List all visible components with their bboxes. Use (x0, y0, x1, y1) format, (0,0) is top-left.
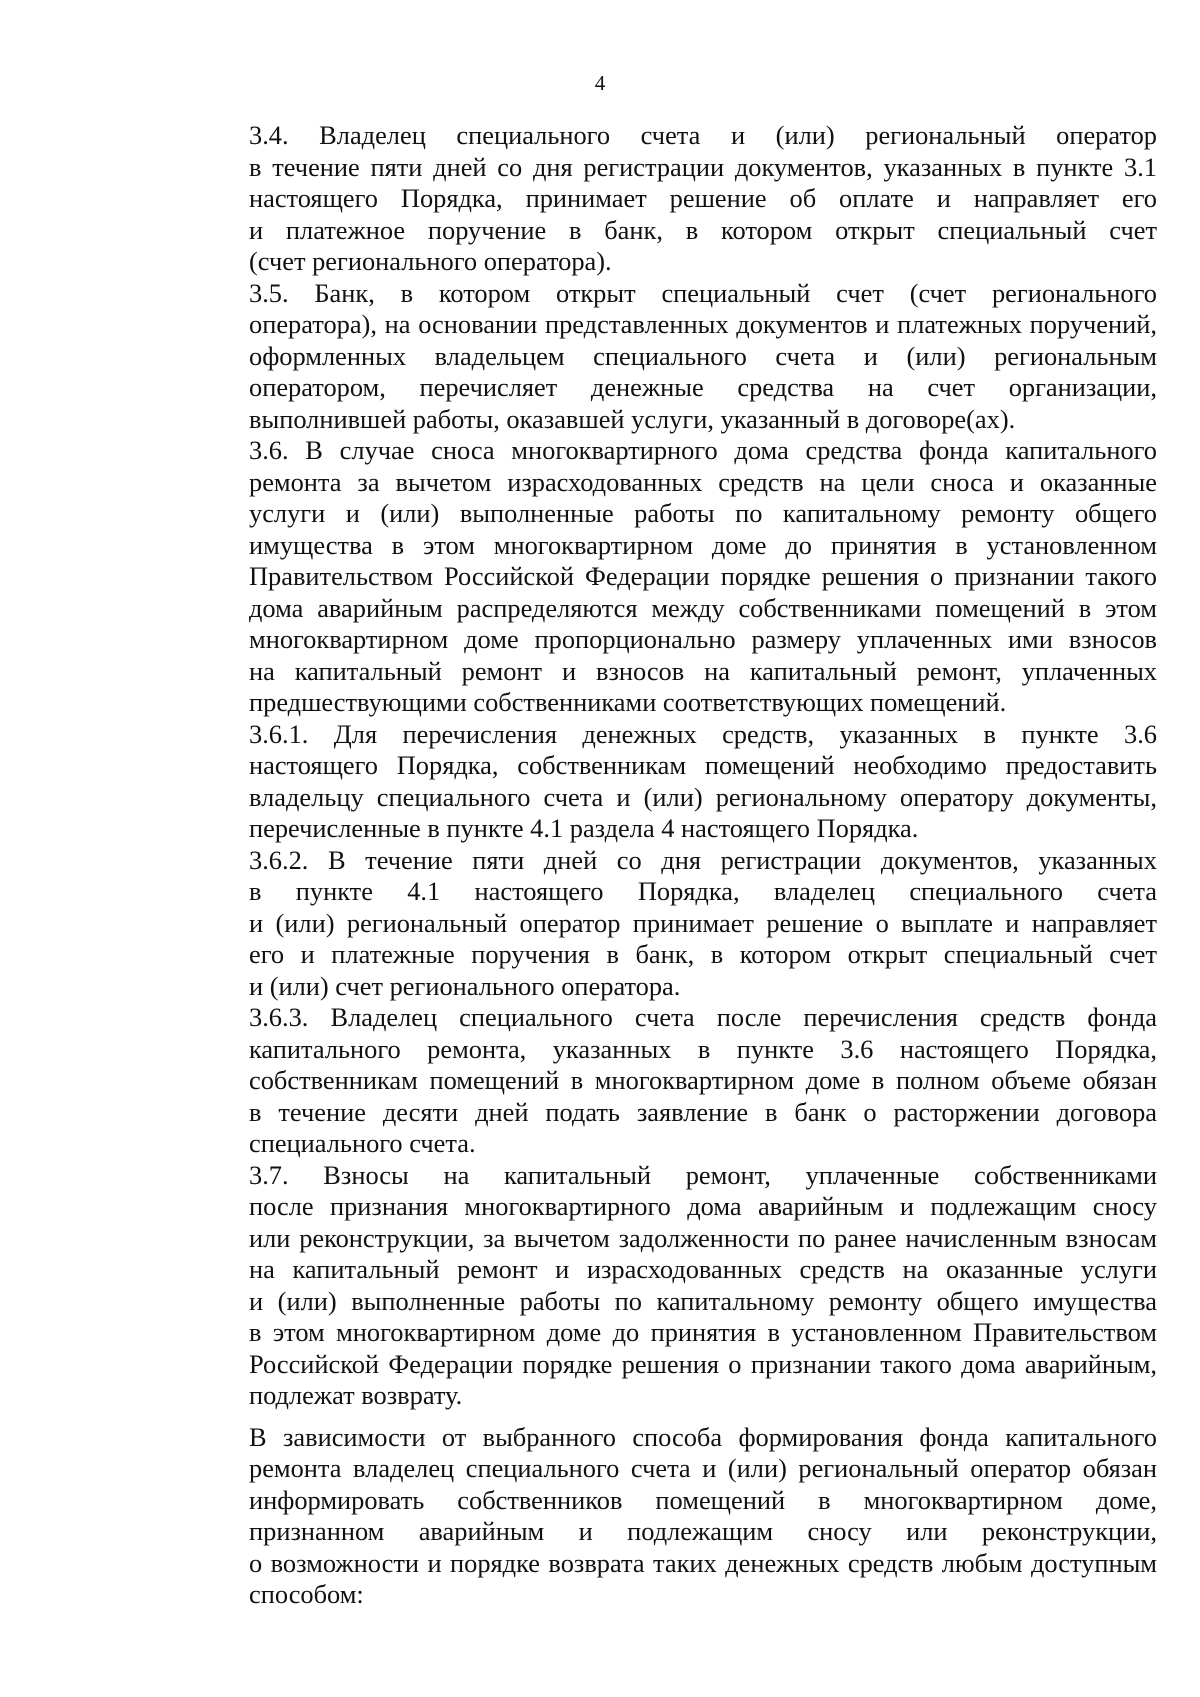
text-line: оператора), на основании представленных документов и платежных поручений, (249, 309, 1157, 339)
text-line: капитального ремонта, указанных в пункте 3.6 настоящего Порядка, (249, 1033, 1157, 1064)
text-line: и (или) счет регионального оператора. (249, 970, 681, 1001)
text-line: признанном аварийным и подлежащим сносу или реконструкции, (249, 1516, 1157, 1546)
paragraph-refund-information (173, 1422, 1157, 1611)
text-line: перечисленные в пункте 4.1 раздела 4 настоящего Порядка. (249, 813, 919, 843)
text-line: имущества в этом многоквартирном доме до принятия в установленном (249, 529, 1157, 560)
page-number: 4 (594, 71, 606, 95)
text-line: или реконструкции, за вычетом задолженности по ранее начисленным взносам (249, 1222, 1157, 1253)
text-line: 3.7. Взносы на капитальный ремонт, уплаченные собственниками (249, 1159, 1157, 1190)
text-line: Российской Федерации порядке решения о признании такого дома аварийным, (249, 1348, 1157, 1379)
text-line: информировать собственников помещений в многоквартирном доме, (249, 1484, 1157, 1515)
text-line: способом: (249, 1579, 364, 1609)
text-line: дома аварийным распределяются между собственниками помещений в этом (249, 592, 1157, 623)
text-line: 3.6.3. Владелец специального счета после перечисления средств фонда (249, 1002, 1157, 1032)
text-line: выполнившей работы, оказавшей услуги, указанный в договоре(ах). (249, 403, 1016, 434)
text-line: на капитальный ремонт и взносов на капитальный ремонт, уплаченных (249, 655, 1157, 686)
text-line: услуги и (или) выполненные работы по капитальному ремонту общего (249, 498, 1157, 528)
text-line: и платежное поручение в банк, в котором открыт специальный счет (249, 214, 1157, 245)
text-line: настоящего Порядка, принимает решение об оплате и направляет его (249, 183, 1157, 213)
text-line: специального счета. (249, 1128, 476, 1158)
text-line: оформленных владельцем специального счета и (или) региональным (249, 340, 1157, 371)
text-line: подлежат возврату. (249, 1380, 463, 1410)
text-line: В зависимости от выбранного способа формирования фонда капитального (249, 1421, 1157, 1452)
text-line: оператором, перечисляет денежные средства на счет организации, (249, 372, 1157, 402)
text-line: 3.6.1. Для перечисления денежных средств, указанных в пункте 3.6 (249, 718, 1157, 749)
paragraph-3-6 (173, 435, 1157, 719)
text-line: владельцу специального счета и (или) региональному оператору документы, (249, 781, 1157, 812)
text-line: на капитальный ремонт и израсходованных средств на оказанные услуги (249, 1254, 1157, 1284)
text-line: и (или) выполненные работы по капитальному ремонту общего имущества (249, 1285, 1157, 1316)
text-line: ремонта за вычетом израсходованных средств на цели сноса и оказанные (249, 466, 1157, 497)
text-line: собственникам помещений в многоквартирном доме в полном объеме обязан (249, 1065, 1157, 1095)
text-line: (счет регионального оператора). (249, 246, 612, 276)
text-line: настоящего Порядка, собственникам помещений необходимо предоставить (249, 750, 1157, 780)
document-body (173, 120, 1157, 1611)
paragraph-3-6-3 (173, 1002, 1157, 1160)
paragraph-3-5 (173, 278, 1157, 436)
text-line: в течение пяти дней со дня регистрации документов, указанных в пункте 3.1 (249, 151, 1157, 182)
paragraph-3-4 (173, 120, 1157, 278)
text-line: 3.4. Владелец специального счета и (или) региональный оператор (249, 120, 1157, 150)
text-line: предшествующими собственниками соответствующих помещений. (249, 687, 1007, 717)
text-line: после признания многоквартирного дома аварийным и подлежащим сносу (249, 1191, 1157, 1221)
text-line: о возможности и порядке возврата таких денежных средств любым доступным (249, 1547, 1157, 1578)
text-line: 3.6. В случае сноса многоквартирного дома средства фонда капитального (249, 435, 1157, 465)
text-line: в пункте 4.1 настоящего Порядка, владелец специального счета (249, 876, 1157, 906)
text-line: ремонта владелец специального счета и (или) региональный оператор обязан (249, 1453, 1157, 1483)
paragraph-3-6-2 (173, 845, 1157, 1003)
text-line: его и платежные поручения в банк, в котором открыт специальный счет (249, 939, 1157, 969)
text-line: в этом многоквартирном доме до принятия в установленном Правительством (249, 1317, 1157, 1347)
text-line: многоквартирном доме пропорционально размеру уплаченных ими взносов (249, 624, 1157, 654)
text-line: Правительством Российской Федерации порядке решения о признании такого (249, 561, 1157, 591)
text-line: в течение десяти дней подать заявление в банк о расторжении договора (249, 1096, 1157, 1127)
paragraph-3-7 (173, 1160, 1157, 1412)
text-line: и (или) региональный оператор принимает решение о выплате и направляет (249, 907, 1157, 938)
text-line: 3.5. Банк, в котором открыт специальный счет (счет регионального (249, 277, 1157, 308)
paragraph-3-6-1 (173, 719, 1157, 845)
text-line: 3.6.2. В течение пяти дней со дня регистрации документов, указанных (249, 844, 1157, 875)
